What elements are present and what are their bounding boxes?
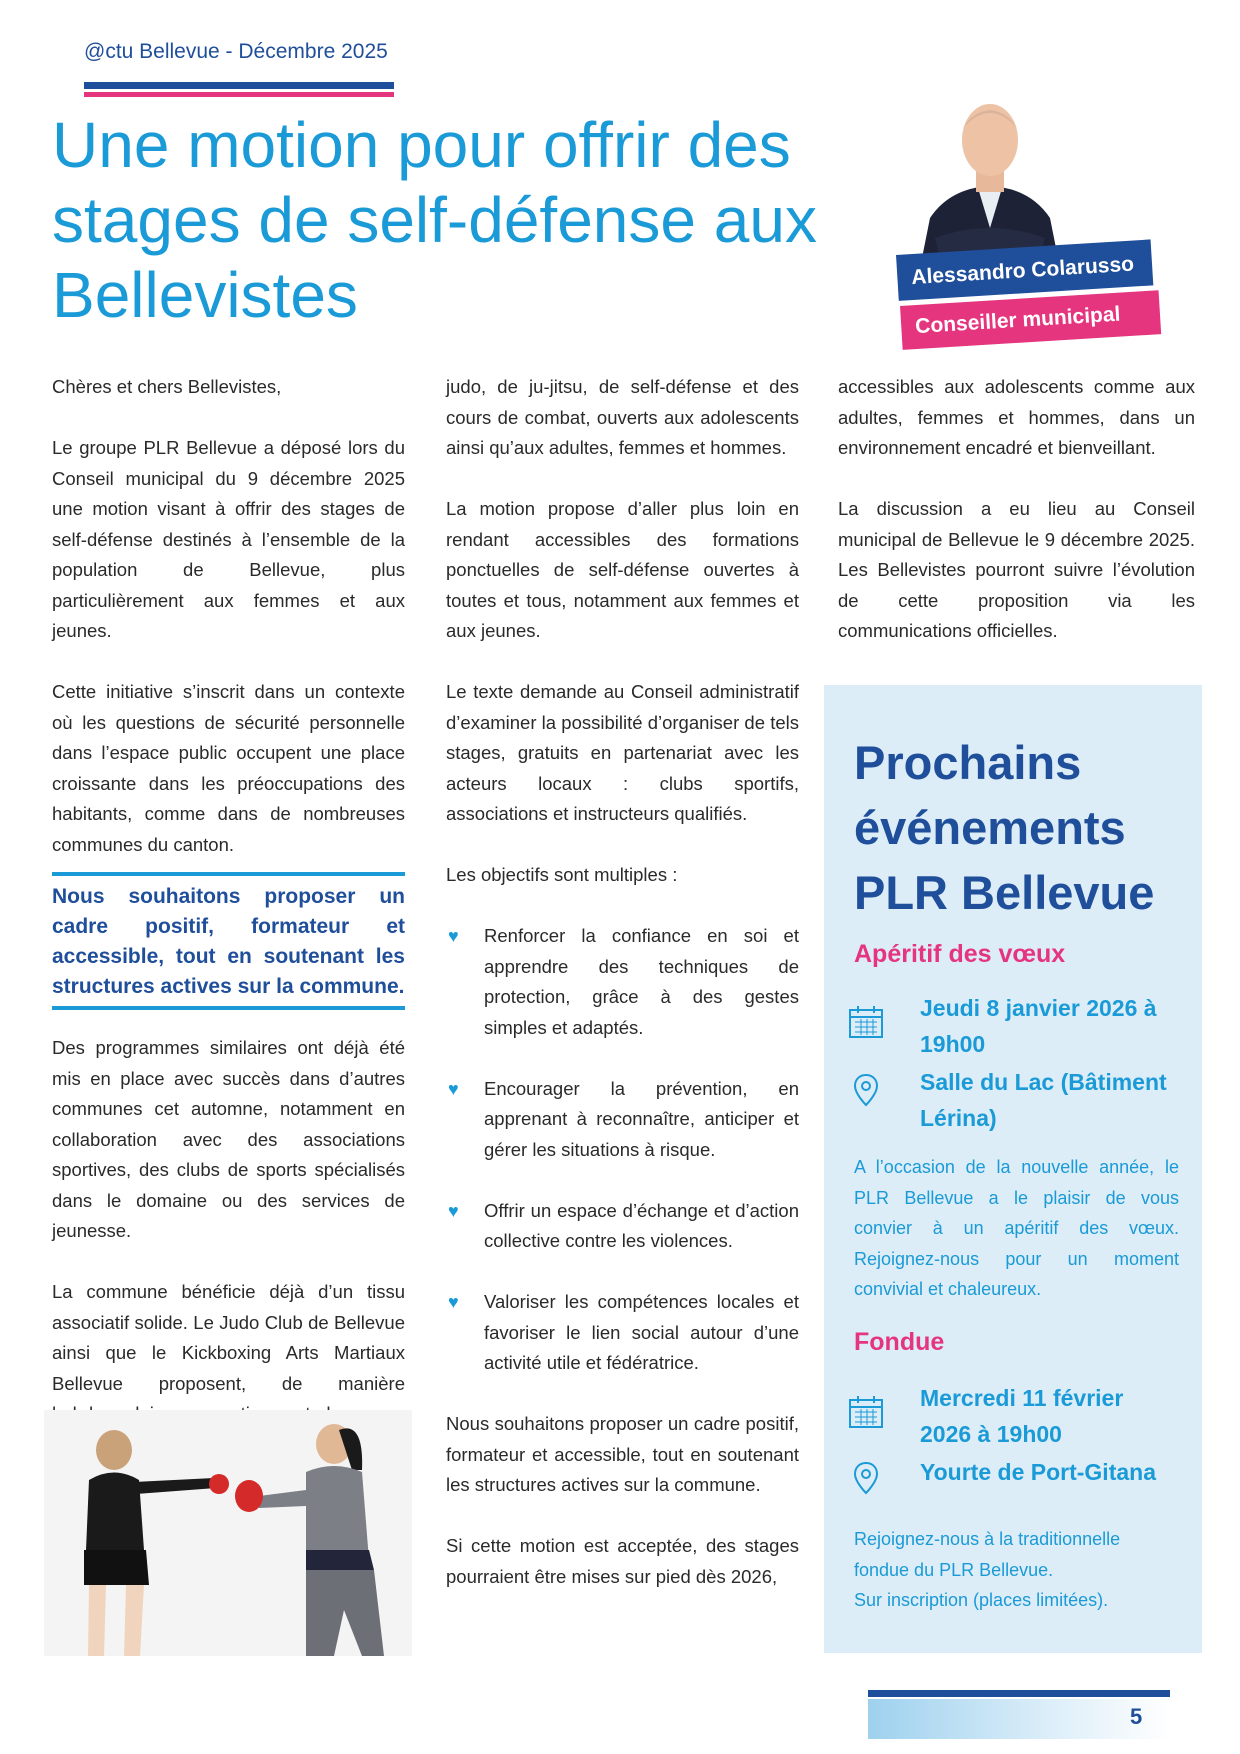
paragraph: La commune bénéficie déjà d’un tissu associatif solide. Le Judo Club de Bellevue ainsi que le Kickboxing Arts Martiaux Bellevue proposent, de manière bbox=[52, 1281, 405, 1394]
paragraph: La discussion a eu lieu au Conseil municipal de Bellevue le 9 décembre 2025. Les Bellevistes pourront suivre l’évolution de cette proposition via les communications officielles. bbox=[838, 498, 1195, 641]
column-3 bbox=[838, 372, 1195, 677]
events-title: Prochains événements PLR Bellevue bbox=[854, 736, 1155, 919]
paragraph: accessibles aux adolescents comme aux adultes, femmes et hommes, dans un environnement encadré et bienveillant. bbox=[838, 376, 1195, 458]
author-role-badge: Conseiller municipal bbox=[900, 290, 1162, 350]
calendar-icon bbox=[848, 1004, 884, 1040]
event-2-place: Yourte de Port-Gitana bbox=[920, 1459, 1156, 1485]
heart-icon: ♥ bbox=[448, 1200, 459, 1221]
issue-header: @ctu Bellevue - Décembre 2025 bbox=[84, 40, 388, 63]
paragraph: judo, de ju-jitsu, de self-défense et des cours de combat, ouverts aux adolescents ainsi qu’aux adultes, femmes et hommes. bbox=[446, 376, 799, 458]
author-portrait bbox=[890, 78, 1090, 268]
paragraph: Nous souhaitons proposer un cadre positif, formateur et accessible, tout en soutenant les structures actives sur la commune. bbox=[446, 1413, 799, 1495]
column-1 bbox=[52, 372, 405, 891]
heart-icon: ♥ bbox=[448, 926, 459, 946]
objectives-list bbox=[446, 921, 799, 1379]
event-2-description: Rejoignez-nous à la traditionnelle fondue du PLR Bellevue. bbox=[854, 1529, 1121, 1580]
location-pin-icon bbox=[848, 1072, 884, 1108]
event-2-date: Mercredi 11 février 2026 à 19h00 bbox=[920, 1385, 1124, 1447]
list-item: ♥ Renforcer la confiance en soi et apprendre des techniques de protection, grâce à des gestes simples et adaptés. bbox=[446, 921, 799, 1043]
footer-band bbox=[868, 1699, 1170, 1739]
greeting: Chères et chers Bellevistes, bbox=[52, 376, 282, 397]
list-item: ♥ Encourager la prévention, en apprenant à reconnaître, anticiper et gérer les situations à risque. bbox=[446, 1074, 799, 1166]
calendar-icon bbox=[848, 1394, 884, 1430]
event-2-name: Fondue bbox=[854, 1328, 945, 1356]
location-pin-icon bbox=[848, 1460, 884, 1496]
event-1-description: A l’occasion de la nouvelle année, le PLR Bellevue a le plaisir de vous convier à un apéritif des vœux. Rejoignez-nous pour un moment convivial et chaleureux. bbox=[854, 1157, 1179, 1299]
event-1-place: Salle du Lac (Bâtiment Lérina) bbox=[920, 1069, 1167, 1131]
header-bar-blue bbox=[84, 82, 394, 89]
pull-quote: Nous souhaitons proposer un cadre positif, formateur et accessible, tout en soutenant les structures actives sur la commune. bbox=[52, 872, 405, 1010]
paragraph: Le groupe PLR Bellevue a déposé lors du Conseil municipal du 9 décembre 2025 une motion visant à offrir des stages de self-défense destinés à l’ensemble de la population de Bellevue, plus particulièrement aux femmes et aux jeunes. bbox=[52, 437, 405, 641]
list-item: ♥ Valoriser les compétences locales et favoriser le lien social autour d’une activité utile et fédératrice. bbox=[446, 1287, 799, 1379]
footer-bar bbox=[868, 1690, 1170, 1697]
header-bar-pink bbox=[84, 92, 394, 97]
paragraph: Cette initiative s’inscrit dans un contexte où les questions de sécurité personnelle dans l’espace public occupent une place croissante dans les préoccupations des habitants, comme dans de nombreuses communes du canton. bbox=[52, 681, 405, 855]
page-number: 5 bbox=[1130, 1704, 1143, 1729]
paragraph: La motion propose d’aller plus loin en rendant accessibles des formations ponctuelles de self-défense ouvertes à toutes et tous, notamment aux femmes et aux jeunes. bbox=[446, 498, 799, 641]
paragraph: Des programmes similaires ont déjà été mis en place avec succès dans d’autres communes cet automne, notamment en collaboration avec des associations sportives, des clubs de sports spécialisés dans le domaine ou des services de jeunesse. bbox=[52, 1037, 405, 1241]
heart-icon: ♥ bbox=[448, 1292, 459, 1312]
event-1-name: Apéritif des vœux bbox=[854, 940, 1066, 968]
article-title: Une motion pour offrir des stages de self-défense aux Bellevistes bbox=[52, 109, 817, 331]
event-1-date: Jeudi 8 janvier 2026 à 19h00 bbox=[920, 995, 1157, 1057]
self-defense-photo bbox=[44, 1410, 412, 1656]
heart-icon: ♥ bbox=[448, 1078, 459, 1099]
list-item: ♥ Offrir un espace d’échange et d’action collective contre les violences. bbox=[446, 1196, 799, 1257]
paragraph: Le texte demande au Conseil administratif d’examiner la possibilité d’organiser de tels stages, gratuits en partenariat avec les acteurs locaux : clubs sportifs, associations et instructeurs qualifiés. bbox=[446, 681, 799, 824]
paragraph: Si cette motion est acceptée, des stages pourraient être mises sur pied dès 2026, bbox=[446, 1535, 799, 1587]
event-2-note: Sur inscription (places limitées). bbox=[854, 1590, 1109, 1610]
paragraph: Les objectifs sont multiples : bbox=[446, 864, 678, 885]
author-name-badge: Alessandro Colarusso bbox=[896, 239, 1153, 300]
column-2 bbox=[446, 372, 799, 1623]
